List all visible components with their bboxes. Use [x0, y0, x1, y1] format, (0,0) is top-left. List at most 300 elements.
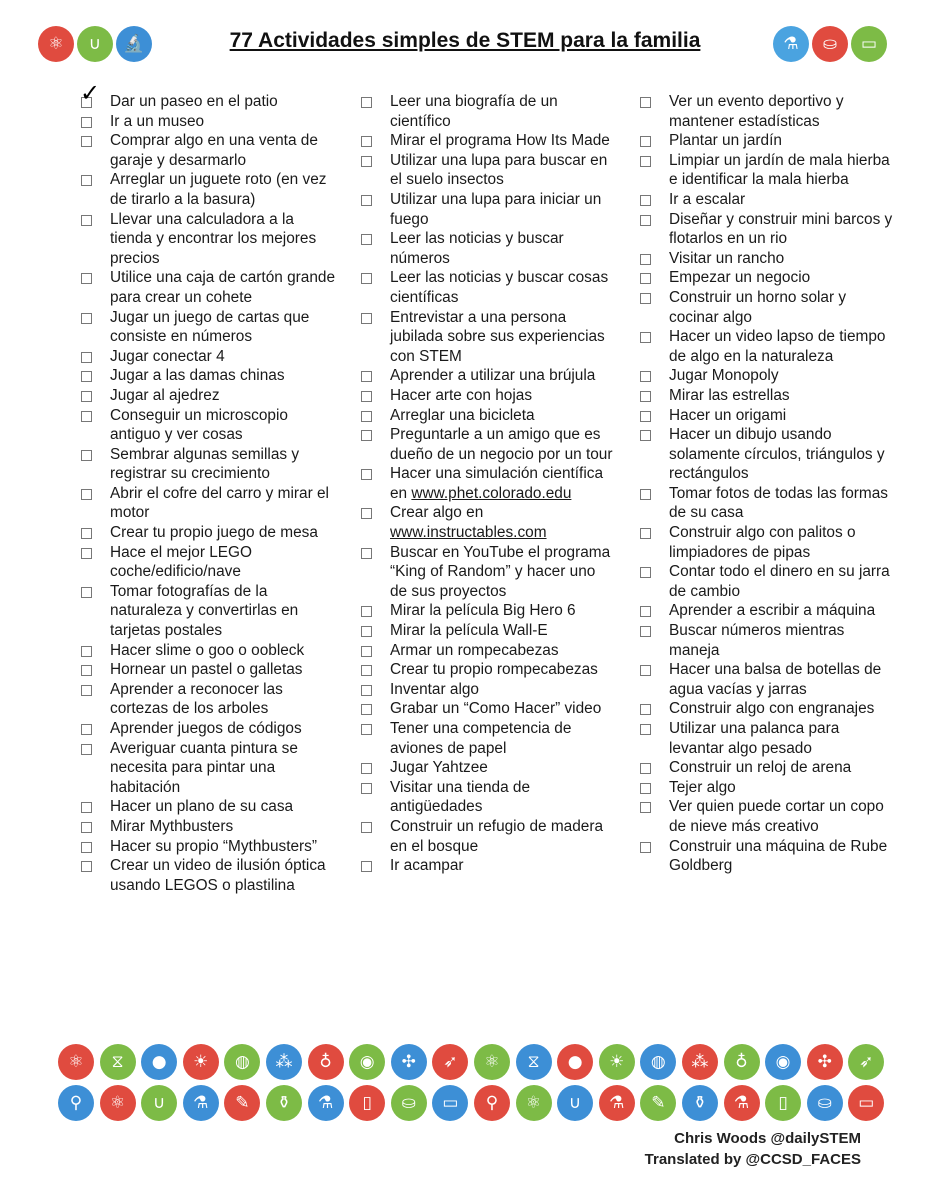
item-text: Hacer una balsa de botellas de agua vacías y jarras	[669, 661, 882, 698]
item-text: Jugar Yahtzee	[390, 759, 488, 777]
checkbox[interactable]	[81, 548, 92, 559]
planet-icon: ♁	[724, 1044, 760, 1080]
checklist-item-label	[390, 601, 576, 621]
checklist-item-label	[669, 190, 745, 210]
checklist-item	[360, 92, 615, 131]
atom-icon: ⚛	[58, 1044, 94, 1080]
ufo-icon: ⛀	[807, 1085, 843, 1121]
checklist-item-label	[669, 151, 894, 190]
checklist-item-label	[110, 366, 285, 386]
checklist-item-label	[110, 210, 335, 269]
checklist-item	[360, 699, 615, 719]
checklist-item	[360, 719, 615, 758]
checklist-item-label	[110, 856, 335, 895]
ufo-icon: ⛀	[812, 26, 848, 62]
checkbox[interactable]	[640, 156, 651, 167]
checklist-item-label	[110, 386, 220, 406]
magnet-icon: ∪	[141, 1085, 177, 1121]
checklist-item-label	[110, 523, 318, 543]
item-text: Arreglar una bicicleta	[390, 406, 535, 424]
magnet-icon: ∪	[77, 26, 113, 62]
item-text: Mirar el programa How Its Made	[390, 132, 610, 150]
molecule-icon: ⁂	[682, 1044, 718, 1080]
checkbox[interactable]	[640, 332, 651, 343]
chalkboard-icon: ▭	[848, 1085, 884, 1121]
checklist-item	[80, 112, 335, 132]
checklist-item-label	[669, 837, 894, 876]
checkbox[interactable]	[640, 802, 651, 813]
checkbox[interactable]	[361, 822, 372, 833]
checklist-item-label	[110, 170, 335, 209]
header-icons-left	[38, 26, 152, 62]
checklist-item	[639, 249, 894, 269]
checklist-item-label	[110, 680, 335, 719]
checklist-item	[80, 739, 335, 798]
checklist-column-3	[639, 92, 894, 876]
apple-icon: ●	[141, 1044, 177, 1080]
atom-icon: ⚛	[38, 26, 74, 62]
test-tube-icon: ▯	[765, 1085, 801, 1121]
checklist-item	[360, 131, 615, 151]
checklist-item-label	[669, 92, 894, 131]
checklist-item	[639, 797, 894, 836]
checkbox[interactable]	[640, 842, 651, 853]
checklist-item-label	[110, 739, 335, 798]
item-text: Ver un evento deportivo y mantener estadísticas	[669, 93, 844, 130]
checklist-item	[360, 406, 615, 426]
checkbox[interactable]	[361, 508, 372, 519]
checkbox[interactable]	[640, 97, 651, 108]
item-text: Utilizar una lupa para iniciar un fuego	[390, 190, 602, 228]
ufo-icon: ⛀	[391, 1085, 427, 1121]
translator-credit: Translated by @CCSD_FACES	[644, 1151, 861, 1168]
item-text: Jugar a las damas chinas	[110, 367, 285, 385]
item-text: Utilizar una palanca para levantar algo pesado	[669, 720, 840, 757]
checkbox[interactable]	[81, 587, 92, 598]
checkbox[interactable]	[640, 783, 651, 794]
flask-icon: ⚱	[266, 1085, 302, 1121]
dna-icon: ⧖	[516, 1044, 552, 1080]
checklist-item	[360, 268, 615, 307]
item-text: Averiguar cuanta pintura se necesita para pintar una habitación	[110, 739, 298, 796]
checkbox[interactable]	[361, 646, 372, 657]
checklist-item-label	[390, 641, 559, 661]
checkbox[interactable]	[81, 802, 92, 813]
icon-row	[58, 1085, 878, 1121]
checklist-item-label	[390, 406, 535, 426]
checkbox[interactable]	[361, 783, 372, 794]
checklist-item	[80, 308, 335, 347]
checklist-item-label	[669, 523, 894, 562]
checklist-item	[639, 151, 894, 190]
checklist-item-label	[390, 621, 548, 641]
checkbox[interactable]	[640, 293, 651, 304]
checkbox[interactable]	[361, 548, 372, 559]
checkbox[interactable]	[640, 273, 651, 284]
checkbox[interactable]	[361, 724, 372, 735]
checklist-item	[639, 386, 894, 406]
item-text: Utilizar una lupa para buscar en el suelo insectos	[390, 151, 608, 189]
checklist-item	[639, 210, 894, 249]
checklist-item	[80, 386, 335, 406]
checkbox[interactable]	[81, 352, 92, 363]
checklist-item	[80, 131, 335, 170]
checklist-item-label	[390, 758, 488, 778]
item-text: Contar todo el dinero en su jarra de cambio	[669, 563, 890, 600]
checkbox[interactable]	[361, 156, 372, 167]
checklist-item	[639, 562, 894, 601]
checklist-item-label	[110, 543, 335, 582]
header-icons-right	[773, 26, 887, 62]
checklist-item	[80, 797, 335, 817]
item-text: Hacer slime o goo o oobleck	[110, 641, 305, 659]
item-text: Aprender a utilizar una brújula	[390, 367, 596, 385]
icon-row	[58, 1044, 878, 1080]
checkbox[interactable]	[640, 430, 651, 441]
satellite-icon: ✣	[807, 1044, 843, 1080]
checklist-item	[360, 229, 615, 268]
page-title: 77 Actividades simples de STEM para la familia	[229, 29, 701, 52]
author-credit: Chris Woods @dailySTEM	[674, 1130, 861, 1147]
checklist-item	[360, 641, 615, 661]
item-text: Hacer un origami	[669, 406, 787, 424]
item-text: Dar un paseo en el patio	[110, 93, 278, 110]
checklist-item	[80, 582, 335, 641]
checklist-item	[639, 327, 894, 366]
item-text: Hacer un dibujo usando solamente círculos, triángulos y rectángulos	[669, 426, 885, 483]
checklist-item-label	[110, 660, 303, 680]
item-text: Empezar un negocio	[669, 269, 811, 287]
checkbox[interactable]	[640, 704, 651, 715]
item-text: Mirar las estrellas	[669, 386, 790, 404]
checklist-item	[639, 660, 894, 699]
atom-icon: ⚛	[516, 1085, 552, 1121]
chalkboard-icon: ▭	[851, 26, 887, 62]
checkbox[interactable]	[81, 450, 92, 461]
checkbox[interactable]	[361, 763, 372, 774]
test-tube-icon: ⚗	[773, 26, 809, 62]
flask-icon: ⚱	[682, 1085, 718, 1121]
item-text: Ver quien puede cortar un copo de nieve más creativo	[669, 798, 884, 835]
checkbox[interactable]	[361, 313, 372, 324]
checklist-item-label	[390, 543, 615, 602]
checklist-item	[360, 503, 615, 542]
item-text: Entrevistar a una persona jubilada sobre sus experiencias con STEM	[390, 308, 605, 365]
checkbox-checked[interactable]	[80, 79, 101, 108]
checkbox[interactable]	[640, 391, 651, 402]
checkbox[interactable]	[640, 195, 651, 206]
lightbulb-icon: ☀	[183, 1044, 219, 1080]
checklist-item	[80, 543, 335, 582]
checkbox[interactable]	[640, 215, 651, 226]
checklist-item	[360, 464, 615, 503]
beaker-icon: ⚗	[308, 1085, 344, 1121]
checklist-item	[639, 621, 894, 660]
checkbox[interactable]	[81, 861, 92, 872]
checklist-item-label	[390, 503, 615, 542]
checklist-column-1	[80, 79, 336, 895]
item-text: Tener una competencia de aviones de papel	[390, 720, 572, 757]
checkbox[interactable]	[361, 469, 372, 480]
checklist-item-label	[110, 268, 335, 307]
checkbox[interactable]	[81, 215, 92, 226]
checkbox[interactable]	[640, 626, 651, 637]
checklist-item-label	[110, 92, 278, 112]
activity-checklist	[80, 79, 900, 1042]
checklist-item	[639, 268, 894, 288]
earth-icon: ◉	[765, 1044, 801, 1080]
checkbox[interactable]	[81, 744, 92, 755]
item-text: Construir un refugio de madera en el bosque	[390, 817, 604, 855]
checkbox[interactable]	[361, 626, 372, 637]
item-text: Leer una biografía de un científico	[390, 93, 558, 130]
checklist-item-label	[390, 92, 615, 131]
checkbox[interactable]	[640, 724, 651, 735]
checklist-item-label	[390, 268, 615, 307]
checkbox[interactable]	[361, 430, 372, 441]
item-text: Visitar una tienda de antigüedades	[390, 778, 531, 816]
item-text: Hace el mejor LEGO coche/edificio/nave	[110, 543, 252, 581]
item-text: Leer las noticias y buscar números	[390, 230, 564, 267]
checkbox[interactable]	[640, 489, 651, 500]
website-link[interactable]: www.phet.colorado.edu	[411, 484, 572, 502]
checkbox[interactable]	[81, 391, 92, 402]
checklist-item	[360, 758, 615, 778]
checkbox[interactable]	[361, 665, 372, 676]
checkbox[interactable]	[361, 861, 372, 872]
checklist-item	[360, 308, 615, 367]
item-text: Hacer arte con hojas	[390, 386, 533, 404]
checklist-item-label	[390, 386, 532, 406]
checkbox[interactable]	[81, 842, 92, 853]
item-text: Hacer una simulación científica en	[390, 465, 604, 502]
checklist-item	[360, 778, 615, 817]
checkbox[interactable]	[361, 704, 372, 715]
checklist-item	[639, 758, 894, 778]
checklist-item	[360, 817, 615, 856]
item-text: Jugar al ajedrez	[110, 386, 220, 404]
checklist-item	[80, 484, 335, 523]
checklist-item	[639, 190, 894, 210]
checklist-item-label	[110, 484, 335, 523]
checklist-item-label	[669, 778, 736, 798]
rocket-icon: ➶	[848, 1044, 884, 1080]
checklist-item	[80, 680, 335, 719]
item-text: Construir una máquina de Rube Goldberg	[669, 837, 888, 875]
checkbox[interactable]	[640, 567, 651, 578]
checklist-item	[80, 406, 335, 445]
checklist-item-label	[110, 131, 335, 170]
checkbox[interactable]	[81, 175, 92, 186]
item-text: Mirar la película Wall-E	[390, 622, 548, 640]
checklist-item-label	[110, 308, 335, 347]
checkbox[interactable]	[81, 685, 92, 696]
item-text: Hornear un pastel o galletas	[110, 661, 303, 679]
checkbox[interactable]	[640, 371, 651, 382]
item-text: Armar un rompecabezas	[390, 641, 559, 659]
item-text: Plantar un jardín	[669, 132, 782, 150]
pencil-icon: ✎	[224, 1085, 260, 1121]
item-text: Tejer algo	[669, 778, 736, 796]
checkbox[interactable]	[81, 313, 92, 324]
checkmark-icon: ✓	[80, 79, 101, 107]
checkbox[interactable]	[81, 489, 92, 500]
checkbox[interactable]	[361, 97, 372, 108]
checklist-item-label	[390, 680, 479, 700]
checklist-item	[360, 190, 615, 229]
checkbox[interactable]	[361, 136, 372, 147]
apple-icon: ●	[557, 1044, 593, 1080]
checklist-item-label	[110, 641, 304, 661]
checklist-item-label	[669, 268, 810, 288]
checkbox[interactable]	[81, 665, 92, 676]
item-text: Crear algo en	[390, 504, 484, 522]
checkbox[interactable]	[361, 391, 372, 402]
item-text: Construir algo con palitos o limpiadores de pipas	[669, 524, 856, 561]
item-text: Comprar algo en una venta de garaje y desarmarlo	[110, 132, 318, 169]
checklist-item	[80, 523, 335, 543]
checkbox[interactable]	[81, 724, 92, 735]
checklist-item-label	[669, 797, 894, 836]
checklist-item-label	[110, 347, 225, 367]
checklist-item-label	[669, 249, 784, 269]
item-text: Crear tu propio juego de mesa	[110, 524, 318, 542]
item-text: Crear tu propio rompecabezas	[390, 661, 598, 679]
beaker-icon: ⚗	[724, 1085, 760, 1121]
checkbox[interactable]	[361, 685, 372, 696]
item-text: Diseñar y construir mini barcos y flotarlos en un rio	[669, 210, 893, 248]
checklist-item-label	[669, 719, 894, 758]
checkbox[interactable]	[640, 763, 651, 774]
page-header	[0, 20, 927, 70]
globe-icon: ◍	[640, 1044, 676, 1080]
website-link[interactable]: www.instructables.com	[390, 524, 547, 542]
checklist-item	[80, 837, 335, 857]
atom-icon: ⚛	[100, 1085, 136, 1121]
checkbox[interactable]	[81, 528, 92, 539]
checklist-item	[80, 268, 335, 307]
checkbox[interactable]	[640, 528, 651, 539]
checkbox[interactable]	[361, 234, 372, 245]
item-text: Visitar un rancho	[669, 249, 785, 267]
globe-icon: ◍	[224, 1044, 260, 1080]
planet-icon: ♁	[308, 1044, 344, 1080]
checklist-item	[360, 621, 615, 641]
microscope-icon: 🔬	[116, 26, 152, 62]
checklist-item	[639, 523, 894, 562]
checklist-item-label	[390, 719, 615, 758]
checkbox[interactable]	[81, 646, 92, 657]
item-text: Limpiar un jardín de mala hierba e identificar la mala hierba	[669, 151, 890, 189]
checklist-item-label	[390, 660, 598, 680]
checklist-item	[360, 601, 615, 621]
microscope-icon: ⚗	[183, 1085, 219, 1121]
item-text: Ir acampar	[390, 857, 464, 875]
checklist-item-label	[669, 660, 894, 699]
checklist-item-label	[110, 445, 335, 484]
checklist-item	[360, 386, 615, 406]
checklist-item	[360, 425, 615, 464]
checkbox[interactable]	[81, 371, 92, 382]
checkbox[interactable]	[640, 136, 651, 147]
checklist-item	[360, 856, 615, 876]
credits	[645, 1128, 861, 1170]
checkbox[interactable]	[361, 606, 372, 617]
checklist-item	[639, 131, 894, 151]
checkbox[interactable]	[640, 665, 651, 676]
checkbox[interactable]	[81, 273, 92, 284]
checkbox[interactable]	[81, 117, 92, 128]
item-text: Ir a escalar	[669, 190, 746, 208]
checklist-item-label	[669, 386, 790, 406]
checklist-item	[360, 366, 615, 386]
checklist-item-label	[390, 308, 615, 367]
item-text: Mirar la película Big Hero 6	[390, 602, 576, 620]
checklist-item	[639, 406, 894, 426]
footer-icon-strip	[58, 1044, 878, 1126]
checklist-item	[80, 641, 335, 661]
checklist-item	[80, 366, 335, 386]
checkbox[interactable]	[361, 195, 372, 206]
checklist-column-2	[360, 92, 615, 876]
item-text: Construir algo con engranajes	[669, 700, 875, 718]
checkbox[interactable]	[81, 136, 92, 147]
checklist-item-label	[110, 797, 293, 817]
checklist-item-label	[110, 112, 204, 132]
checkbox[interactable]	[361, 411, 372, 422]
checklist-item	[639, 719, 894, 758]
checklist-item	[80, 856, 335, 895]
pencil-icon: ✎	[640, 1085, 676, 1121]
checklist-item-label	[390, 425, 615, 464]
checklist-item	[80, 445, 335, 484]
item-text: Aprender a escribir a máquina	[669, 602, 876, 620]
checklist-item-label	[390, 131, 610, 151]
atom-icon: ⚛	[474, 1044, 510, 1080]
checklist-item	[639, 366, 894, 386]
checklist-item-label	[669, 210, 894, 249]
checklist-item	[80, 210, 335, 269]
checkbox[interactable]	[640, 606, 651, 617]
checklist-item-label	[390, 190, 615, 229]
checklist-item-label	[390, 817, 615, 856]
item-text: Buscar en YouTube el programa “King of Random” y hacer uno de sus proyectos	[390, 543, 611, 600]
checkbox[interactable]	[361, 371, 372, 382]
checkbox[interactable]	[361, 273, 372, 284]
test-tube-icon: ▯	[349, 1085, 385, 1121]
earth-icon: ◉	[349, 1044, 385, 1080]
checkbox[interactable]	[640, 254, 651, 265]
checkbox[interactable]	[81, 411, 92, 422]
checklist-item	[360, 151, 615, 190]
checklist-item-label	[390, 699, 601, 719]
checklist-item	[80, 660, 335, 680]
microscope-icon: ⚗	[599, 1085, 635, 1121]
checklist-item-label	[669, 288, 894, 327]
checklist-item	[360, 543, 615, 602]
checklist-item	[639, 92, 894, 131]
magnifier-icon: ⚲	[474, 1085, 510, 1121]
item-text: Leer las noticias y buscar cosas científicas	[390, 269, 609, 306]
item-text: Inventar algo	[390, 680, 479, 698]
checklist-item-label	[390, 856, 464, 876]
checklist-item	[80, 817, 335, 837]
item-text: Aprender a reconocer las cortezas de los arboles	[110, 680, 283, 718]
item-text: Arreglar un juguete roto (en vez de tirarlo a la basura)	[110, 171, 327, 208]
item-text: Hacer un plano de su casa	[110, 798, 294, 816]
checkbox[interactable]	[81, 822, 92, 833]
checkbox[interactable]	[640, 411, 651, 422]
